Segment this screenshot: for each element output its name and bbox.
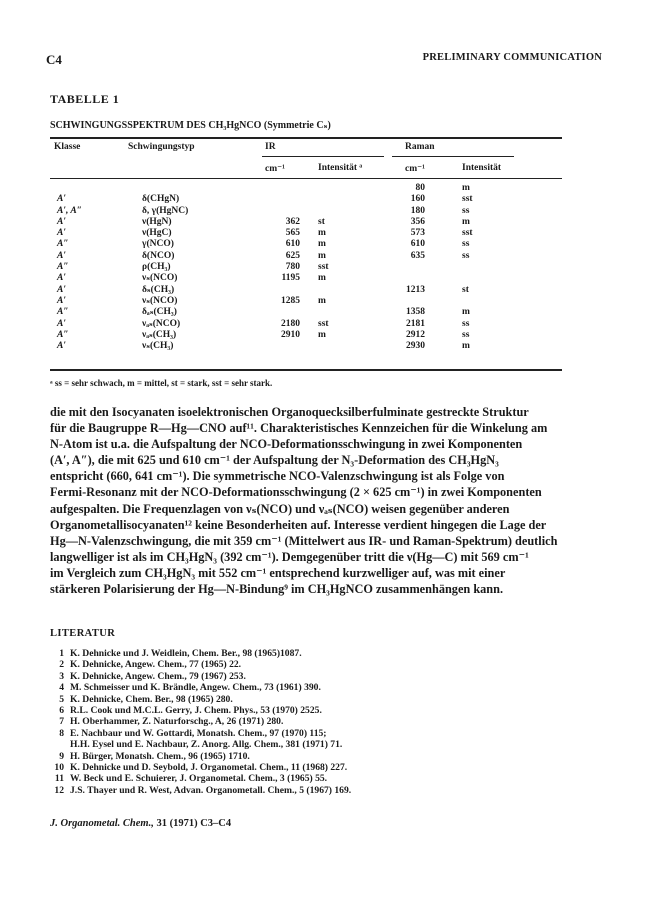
reference-item: 8 E. Nachbaur und W. Gottardi, Monatsh. Chem., 97 (1970) 115; bbox=[59, 727, 327, 739]
col-header-ir-cm: cm⁻¹ bbox=[265, 164, 285, 174]
table-header-rule bbox=[50, 178, 562, 179]
journal-reference bbox=[50, 818, 231, 829]
body-line: Organometallisocyanaten¹² keine Besonderheiten auf. Interesse verdient hingegen die Lage der bbox=[50, 517, 547, 532]
ir-group-rule bbox=[262, 156, 384, 157]
reference-list bbox=[50, 648, 610, 796]
raman-group-rule bbox=[392, 156, 514, 157]
group-header-raman: Raman bbox=[405, 142, 435, 152]
reference-item: 7 H. Oberhammer, Z. Naturforschg., A, 26 (1971) 280. bbox=[59, 716, 284, 728]
table-bottom-rule bbox=[50, 369, 562, 371]
reference-item: 2 K. Dehnicke, Angew. Chem., 77 (1965) 22. bbox=[59, 659, 242, 671]
table-footnote: ᵃ ss = sehr schwach, m = mittel, st = stark, sst = sehr stark. bbox=[50, 378, 273, 388]
table-row: A″ δₐₛ(CH₃) 1358 m bbox=[57, 307, 470, 318]
reference-item: 10 K. Dehnicke und D. Seybold, J. Organometal. Chem., 11 (1968) 227. bbox=[54, 761, 348, 773]
col-header-ir-intensitaet: Intensität ᵃ bbox=[318, 163, 363, 173]
body-paragraph bbox=[50, 404, 620, 597]
col-header-raman-intensitaet: Intensität bbox=[462, 163, 502, 173]
reference-item: 3 K. Dehnicke, Angew. Chem., 79 (1967) 253. bbox=[59, 670, 246, 682]
body-line: aufgespalten. Die Frequenzlagen von νₛ(NCO) und νₐₛ(NCO) weisen gegenüber anderen bbox=[50, 501, 510, 516]
col-header-schwingungstyp: Schwingungstyp bbox=[128, 142, 195, 152]
running-title: PRELIMINARY COMMUNICATION bbox=[422, 52, 602, 63]
body-line: (A′, A″), die mit 625 und 610 cm⁻¹ der Aufspaltung der N₃-Deformation des CH₃HgN₃ bbox=[50, 453, 499, 468]
reference-item: H.H. Eysel und E. Nachbaur, Z. Anorg. Allg. Chem., 381 (1971) 71. bbox=[70, 739, 343, 751]
body-line: für die Baugruppe R—Hg—CNO auf¹¹. Charakteristisches Kennzeichen für die Winkelung am bbox=[50, 421, 548, 436]
table-row: A′ ν(HgN) 362 st 356 m bbox=[57, 216, 470, 227]
reference-item: 6 R.L. Cook und M.C.L. Gerry, J. Chem. Phys., 53 (1970) 2525. bbox=[59, 704, 322, 716]
table-row: A′ νₛ(NCO) 1195 m bbox=[57, 273, 326, 284]
vibration-table-body bbox=[0, 183, 672, 352]
body-line: die mit den Isocyanaten isoelektronischen Organoquecksilberfulminate gestreckte Struktur bbox=[50, 405, 529, 419]
reference-item: 12 J.S. Thayer und R. West, Advan. Organometall. Chem., 5 (1967) 169. bbox=[54, 784, 352, 796]
table-row: A″ νₐₛ(CH₃) 2910 m 2912 ss bbox=[57, 329, 470, 340]
col-header-klasse: Klasse bbox=[54, 142, 81, 152]
reference-item: 11 W. Beck und E. Schuierer, J. Organometal. Chem., 3 (1965) 55. bbox=[54, 773, 328, 785]
body-line: stärkeren Polarisierung der Hg—N-Bindung⁹ im CH₃HgNCO zusammenhängen kann. bbox=[50, 582, 504, 597]
group-header-ir: IR bbox=[265, 142, 276, 152]
table-label: TABELLE 1 bbox=[50, 92, 120, 106]
body-line: langwelliger ist als im CH₃HgN₃ (392 cm⁻¹). Demgegenüber tritt die ν(Hg—C) mit 569 cm⁻¹ bbox=[50, 549, 529, 564]
table-row: 80 m bbox=[415, 183, 470, 193]
reference-item: 9 H. Bürger, Monatsh. Chem., 96 (1965) 1710. bbox=[59, 750, 250, 762]
page-code: C4 bbox=[46, 52, 62, 67]
table-row: A″ ρ(CH₃) 780 sst bbox=[57, 262, 329, 273]
table-row: A′ νₛ(CH₃) 2930 m bbox=[57, 341, 470, 352]
reference-item: 5 K. Dehnicke, Chem. Ber., 98 (1965) 280. bbox=[59, 693, 233, 705]
table-title: SCHWINGUNGSSPEKTRUM DES CH₃HgNCO (Symmetrie Cₛ) bbox=[50, 120, 331, 131]
body-line: entspricht (660, 641 cm⁻¹). Die symmetrische NCO-Valenzschwingung ist als Folge von bbox=[50, 469, 505, 484]
journal-name: J. Organometal. Chem., bbox=[50, 818, 154, 829]
table-row: A′ δₛ(CH₃) 1213 st bbox=[57, 284, 469, 295]
table-row: A′, A″ δ, γ(HgNC) 180 ss bbox=[57, 205, 470, 216]
table-row: A′ ν(HgC) 565 m 573 sst bbox=[57, 228, 473, 239]
table-row: A′ νₛ(NCO) 1285 m bbox=[57, 295, 326, 306]
reference-item: 4 M. Schmeisser und K. Brändle, Angew. Chem., 73 (1961) 390. bbox=[59, 682, 321, 694]
col-header-raman-cm: cm⁻¹ bbox=[405, 164, 425, 174]
table-row: A′ δ(CHgN) 160 sst bbox=[57, 194, 473, 205]
body-line: im Vergleich zum CH₃HgN₃ mit 552 cm⁻¹ entsprechend kurzwelliger auf, was mit einer bbox=[50, 565, 506, 580]
body-line: N-Atom ist u.a. die Aufspaltung der NCO-Deformationsschwingung in zwei Komponenten bbox=[50, 437, 523, 452]
table-row: A′ δ(NCO) 625 m 635 ss bbox=[57, 250, 470, 261]
table-row: A′ νₐₛ(NCO) 2180 sst 2181 ss bbox=[57, 318, 470, 329]
body-line: Fermi-Resonanz mit der NCO-Deformationsschwingung (2 × 625 cm⁻¹) in zwei Komponenten bbox=[50, 485, 542, 500]
table-row: A″ γ(NCO) 610 m 610 ss bbox=[57, 239, 470, 250]
table-top-rule bbox=[50, 137, 562, 139]
body-line: Hg—N-Valenzschwingung, die mit 359 cm⁻¹ (Mittelwert aus IR- und Raman-Spektrum) deutlich bbox=[50, 533, 558, 548]
reference-item: 1 K. Dehnicke und J. Weidlein, Chem. Ber., 98 (1965)1087. bbox=[59, 648, 302, 659]
journal-citation: 31 (1971) C3–C4 bbox=[153, 818, 232, 829]
literatur-heading: LITERATUR bbox=[50, 628, 116, 639]
